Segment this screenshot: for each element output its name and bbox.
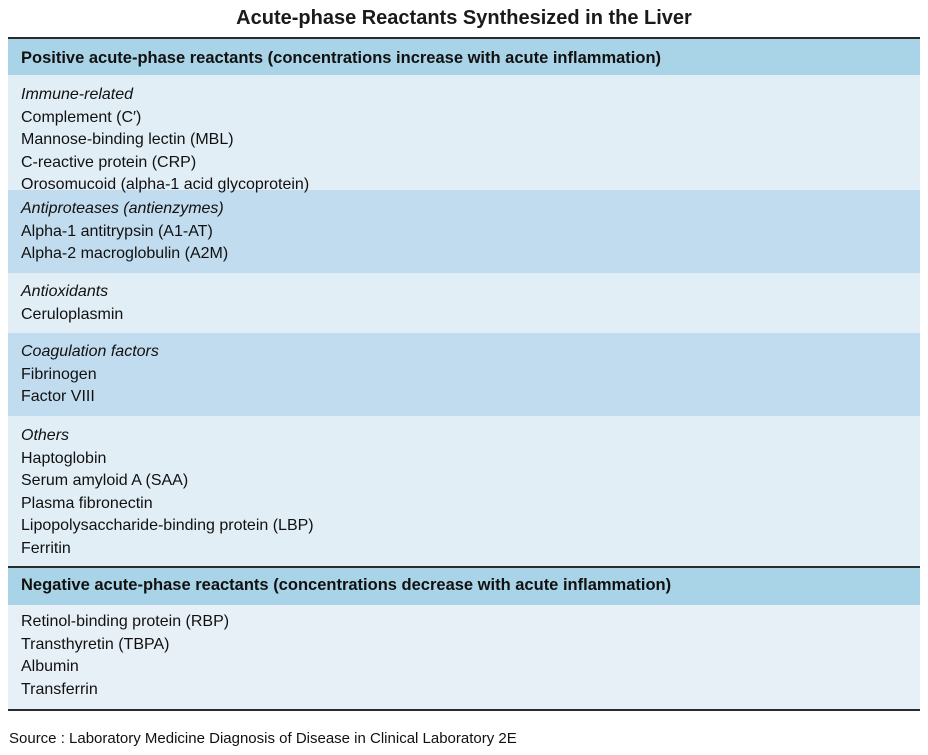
list-item: Albumin: [21, 658, 79, 675]
list-item: Haptoglobin: [21, 449, 107, 467]
group-coagulation-factors: [8, 333, 920, 416]
list-item: Alpha-2 macroglobulin (A2M): [21, 245, 229, 262]
list-item: Fibrinogen: [21, 365, 97, 383]
positive-section-header: Positive acute-phase reactants (concentrations increase with acute inflammation): [8, 39, 920, 75]
list-item: C-reactive protein (CRP): [21, 153, 197, 171]
negative-section-header: Negative acute-phase reactants (concentrations decrease with acute inflammation): [8, 566, 920, 605]
list-item: Complement (C′): [21, 108, 142, 126]
group-others: [8, 416, 920, 566]
list-item: Ferritin: [21, 539, 71, 557]
group-immune-related: [8, 75, 920, 193]
table-title: Acute-phase Reactants Synthesized in the Liver: [236, 7, 692, 29]
source-citation: Source : Laboratory Medicine Diagnosis of Disease in Clinical Laboratory 2E: [9, 730, 517, 747]
list-item: Serum amyloid A (SAA): [21, 472, 189, 489]
list-item: Alpha-1 antitrypsin (A1-AT): [21, 222, 213, 240]
list-item: Transthyretin (TBPA): [21, 635, 170, 653]
list-item: Orosomucoid (alpha-1 acid glycoprotein): [21, 176, 310, 193]
reactants-table: [8, 37, 920, 711]
group-title: Immune-related: [21, 86, 134, 103]
group-negative-reactants: [8, 605, 920, 709]
group-title: Others: [21, 427, 70, 444]
group-antioxidants: [8, 273, 920, 333]
group-title: Antiproteases (antienzymes): [21, 200, 224, 217]
list-item: Mannose-binding lectin (MBL): [21, 131, 234, 148]
list-item: Ceruloplasmin: [21, 305, 124, 323]
group-title: Coagulation factors: [21, 343, 159, 360]
list-item: Lipopolysaccharide-binding protein (LBP): [21, 517, 314, 534]
list-item: Factor VIII: [21, 388, 95, 405]
list-item: Plasma fibronectin: [21, 494, 153, 512]
group-antiproteases: [8, 190, 920, 273]
list-item: Retinol-binding protein (RBP): [21, 613, 230, 630]
group-title: Antioxidants: [21, 283, 109, 300]
list-item: Transferrin: [21, 680, 98, 698]
